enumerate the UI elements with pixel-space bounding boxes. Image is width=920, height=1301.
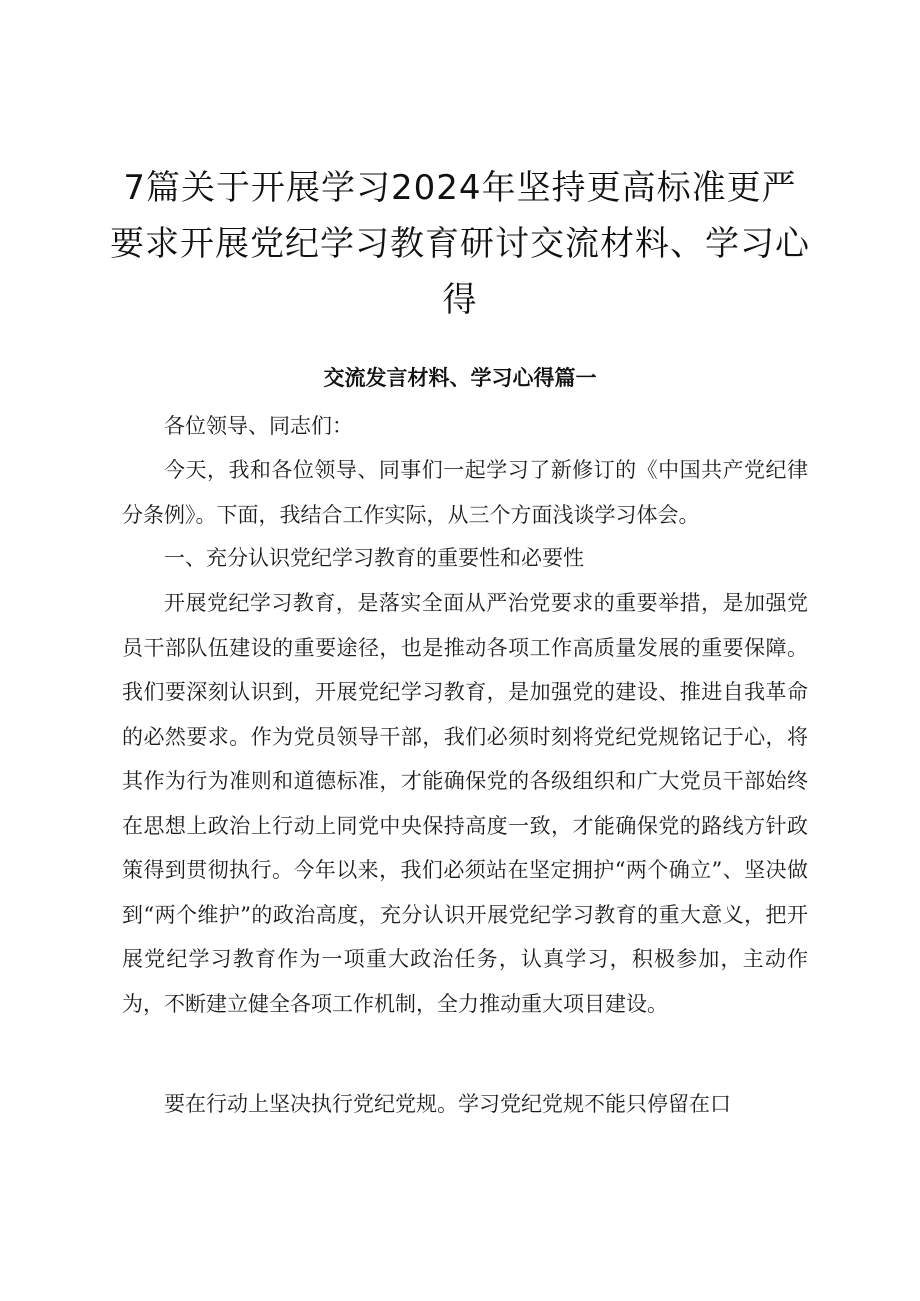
greeting-paragraph: 各位领导、同志们： bbox=[164, 414, 353, 438]
document-title bbox=[110, 160, 810, 328]
title-line-1: 7篇关于开展学习2024年坚持更高标准更严 bbox=[123, 168, 797, 208]
title-line-2: 要求开展党纪学习教育研讨交流材料、学习心 bbox=[110, 224, 810, 264]
main-paragraph: 开展党纪学习教育，是落实全面从严治党要求的重要举措，是加强党员干部队伍建设的重要途径，也是推动各项工作高质量发展的重要保障。我们要深刻认识到，开展党纪学习教育，是加强党的建设、推进自我革命的必然要求。作为党员领导干部，我们必须时刻将党纪党规铭记于心，将其作为行为准则和道德标准，才能确保党的各级组织和广大党员干部始终在思想上政治上行动上同党中央保持高度一致，才能确保党的路线方针政策得到贯彻执行。今年以来，我们必须站在坚定拥护“两个确立”、坚决做到“两个维护”的政治高度，充分认识开展党纪学习教育的重大意义，把开展党纪学习教育作为一项重大政治任务，认真学习，积极参加，主动作为，不断建立健全各项工作机制，全力推动重大项目建设。 bbox=[122, 591, 808, 1016]
action-paragraph: 要在行动上坚决执行党纪党规。学习党纪党规不能只停留在口 bbox=[164, 1092, 731, 1116]
point-one-heading: 一、充分认识党纪学习教育的重要性和必要性 bbox=[164, 546, 584, 570]
section-heading: 交流发言材料、学习心得篇一 bbox=[323, 366, 597, 390]
title-line-3: 得 bbox=[442, 280, 478, 320]
intro-paragraph: 今天，我和各位领导、同事们一起学习了新修订的《中国共产党纪律分条例》。下面，我结合工作实际，从三个方面浅谈学习体会。 bbox=[122, 458, 808, 527]
